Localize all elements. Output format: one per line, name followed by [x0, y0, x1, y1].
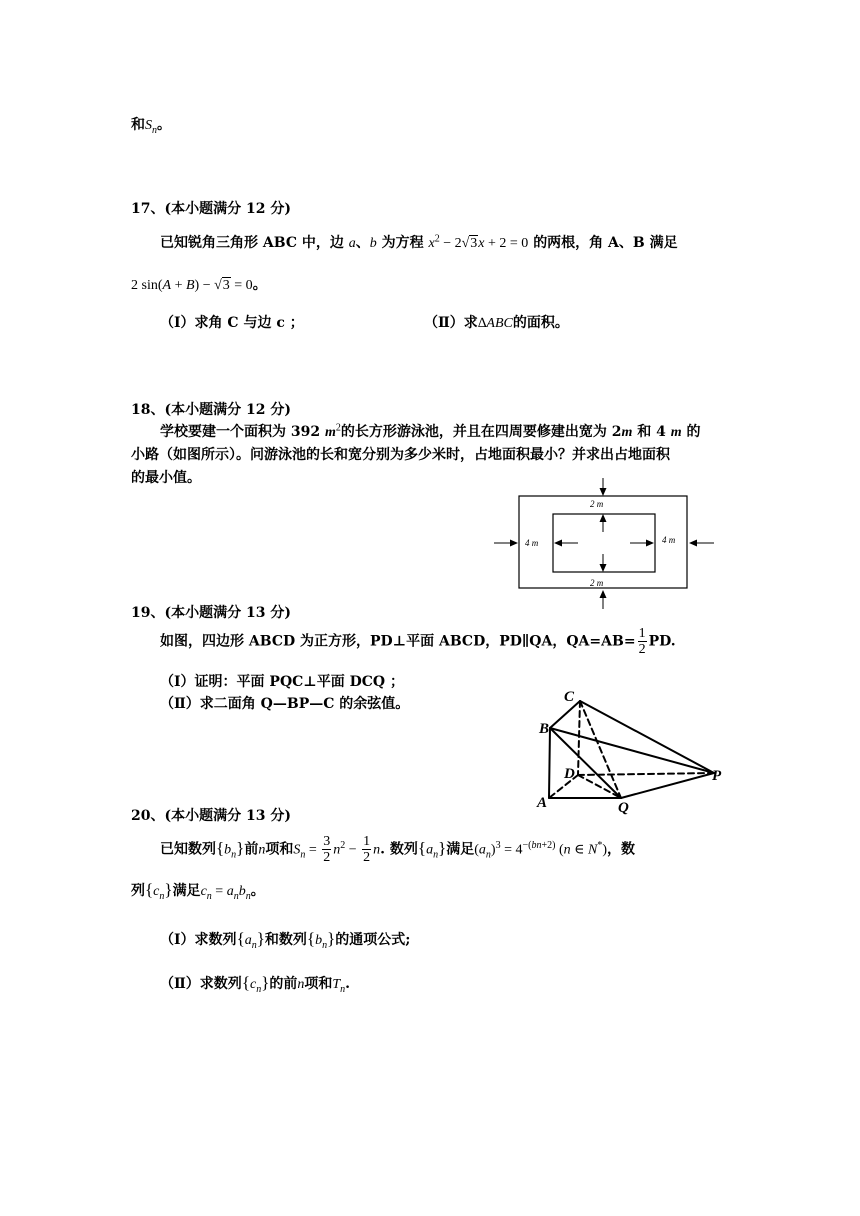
pyramid-figure	[532, 686, 732, 816]
vertex-C: C	[564, 689, 575, 705]
top-line: 和$S_n$。	[131, 117, 171, 136]
label-bottom: 2 m	[590, 578, 604, 588]
edge-QP	[621, 773, 714, 798]
q17-header: 17、(本小题满分 12 分)	[131, 201, 291, 217]
q20-part2: （Ⅱ）求数列$\{c_n\}$的前n项和$T_n$.	[160, 973, 351, 995]
q19-line1: 如图，四边形 ABCD 为正方形，PD⊥平面 ABCD，PD∥QA，QA=AB= $\frac{1}{2}$ PD.	[160, 626, 676, 657]
edge-CB	[550, 701, 580, 728]
q17-line2: 2 sin(A + B) − √3 = 0。	[131, 277, 267, 293]
q18-line3: 的最小值。	[131, 470, 201, 486]
label-right: 4 m	[662, 535, 676, 545]
q18-line2: 小路（如图所示）。问游泳池的长和宽分别为多少米时，占地面积最小？并求出占地面积	[131, 447, 670, 463]
q20-header: 20、(本小题满分 13 分)	[131, 808, 291, 824]
edge-CD	[578, 701, 580, 775]
pool-figure	[490, 476, 720, 614]
label-left: 4 m	[525, 538, 539, 548]
edge-CP	[580, 701, 714, 773]
vertex-A: A	[537, 795, 548, 811]
q20-line1: 已知数列$\{b_n\}$前n项和$S_n$ = $\frac{3}{2}$ $n^2$ − $\frac{1}{2}$ n. 数列$\{a_n\}$满足$(a_n)^3 = 4^{-(bn+2)}$ (n ∈ N*)，数	[160, 834, 636, 865]
vertex-B: B	[539, 721, 550, 737]
q19-part1: （Ⅰ）证明：平面 PQC⊥平面 DCQ ；	[160, 674, 404, 690]
q20-part1: （Ⅰ）求数列$\{a_n\}$和数列$\{b_n\}$的通项公式;	[160, 929, 411, 951]
label-top: 2 m	[590, 499, 604, 509]
edge-DP	[578, 773, 714, 775]
edge-DQ	[578, 775, 621, 798]
q17-line1: 已知锐角三角形 ABC 中，边 a、b 为方程 $x^2 - 2√3x + 2 = 0$ 的两根，角 A、B 满足	[160, 233, 678, 251]
q17-part1: （Ⅰ）求角 C 与边 c ；	[160, 315, 304, 331]
q18-line1: 学校要建一个面积为 392 $m^2$的长方形游泳池，并且在四周要修建出宽为 2m 和 4 m 的	[160, 422, 701, 440]
q17-part2: （Ⅱ）求∆ABC的面积。	[424, 315, 569, 331]
q18-header: 18、(本小题满分 12 分)	[131, 402, 291, 418]
vertex-Q: Q	[618, 800, 629, 816]
vertex-P: P	[712, 768, 722, 784]
q17-equation: $x^2 - 2√3x + 2 = 0$	[428, 233, 529, 251]
q20-line2: 列$\{c_n\}$满足$c_n = a_nb_n$。	[131, 880, 265, 902]
edge-CQ	[580, 701, 621, 798]
q19-header: 19、(本小题满分 13 分)	[131, 605, 291, 621]
q19-part2: （Ⅱ）求二面角 Q—BP—C 的余弦值。	[160, 696, 410, 712]
vertex-D: D	[564, 766, 575, 782]
edge-BA	[549, 728, 550, 798]
